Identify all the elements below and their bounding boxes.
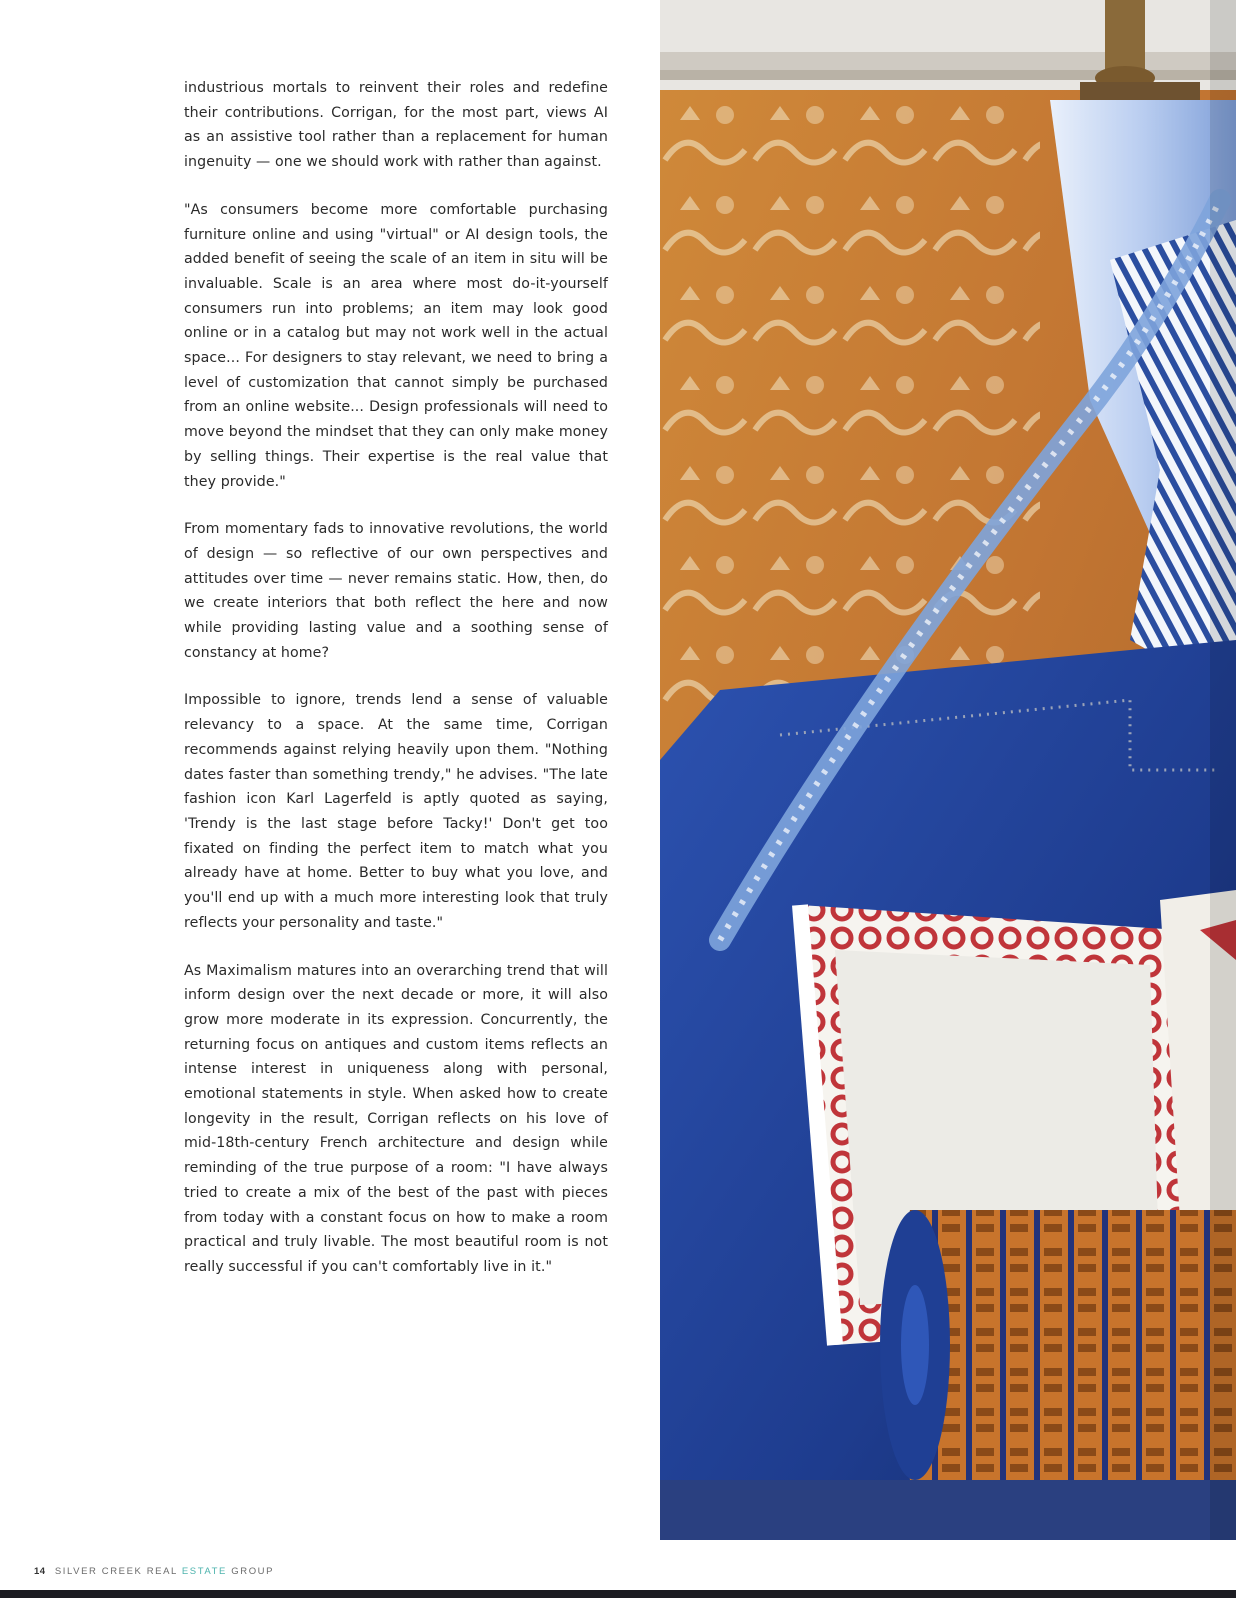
article-paragraph-4: Impossible to ignore, trends lend a sense of valuable relevancy to a space. At the same time, Corrigan recommends against relying heavily upon them. "Nothing dates faster than something trendy," he advises. "The late fashion icon Karl Lagerfeld is aptly quoted as saying, 'Trendy is the last stage before Tacky!' Don't get too fixated on finding the perfect item to match what you already have at home. Better to buy what you love, and you'll end up with a much more interesting look that truly reflects your personality and taste.": [184, 692, 608, 931]
article-paragraph-3: From momentary fads to innovative revolutions, the world of design — so reflective of our own perspectives and attitudes over time — never remains static. How, then, do we create interiors that both reflect the here and now while providing lasting value and a soothing sense of constancy at home?: [184, 521, 608, 661]
brand-name-part3: GROUP: [227, 1566, 275, 1577]
brand-name-part1: SILVER CREEK REAL: [54, 1566, 182, 1577]
article-paragraph-1: industrious mortals to reinvent their roles and redefine their contributions. Corrigan, for the most part, views AI as an assistive tool rather than a replacement for human ingenuity — one we should work with rather than against.: [184, 80, 608, 171]
interior-photo: [660, 0, 1236, 1540]
brand-name-accent: ESTATE: [181, 1566, 227, 1577]
page-number: 14: [34, 1566, 46, 1577]
scan-bottom-edge: [0, 1590, 1236, 1598]
article-paragraph-5: As Maximalism matures into an overarching trend that will inform design over the next decade or more, it will also grow more moderate in its expression. Concurrently, the returning focus on antiques and custom items reflects an intense interest in uniqueness along with personal, emotional statements in style. When asked how to create longevity in the result, Corrigan reflects on his love of mid-18th-century French architecture and design while reminding of the true purpose of a room: "I have always tried to create a mix of the best of the past with pieces from today with a constant focus on how to make a room practical and truly livable. The most beautiful room is not really successful if you can't comfortably live in it.": [184, 962, 608, 1275]
article-paragraph-2: "As consumers become more comfortable purchasing furniture online and using "virtual" or AI design tools, the added benefit of seeing the scale of an item in situ will be invaluable. Scale is an area where most do-it-yourself consumers run into problems; an item may look good online or in a catalog but may not work well in the actual space... For designers to stay relevant, we need to bring a level of customization that cannot simply be purchased from an online website... Design professionals will need to move beyond the mindset that they can only make money by selling things. Their expertise is the real value that they provide.": [184, 201, 608, 490]
article-body: [184, 76, 608, 1303]
page-footer: [34, 1566, 274, 1582]
